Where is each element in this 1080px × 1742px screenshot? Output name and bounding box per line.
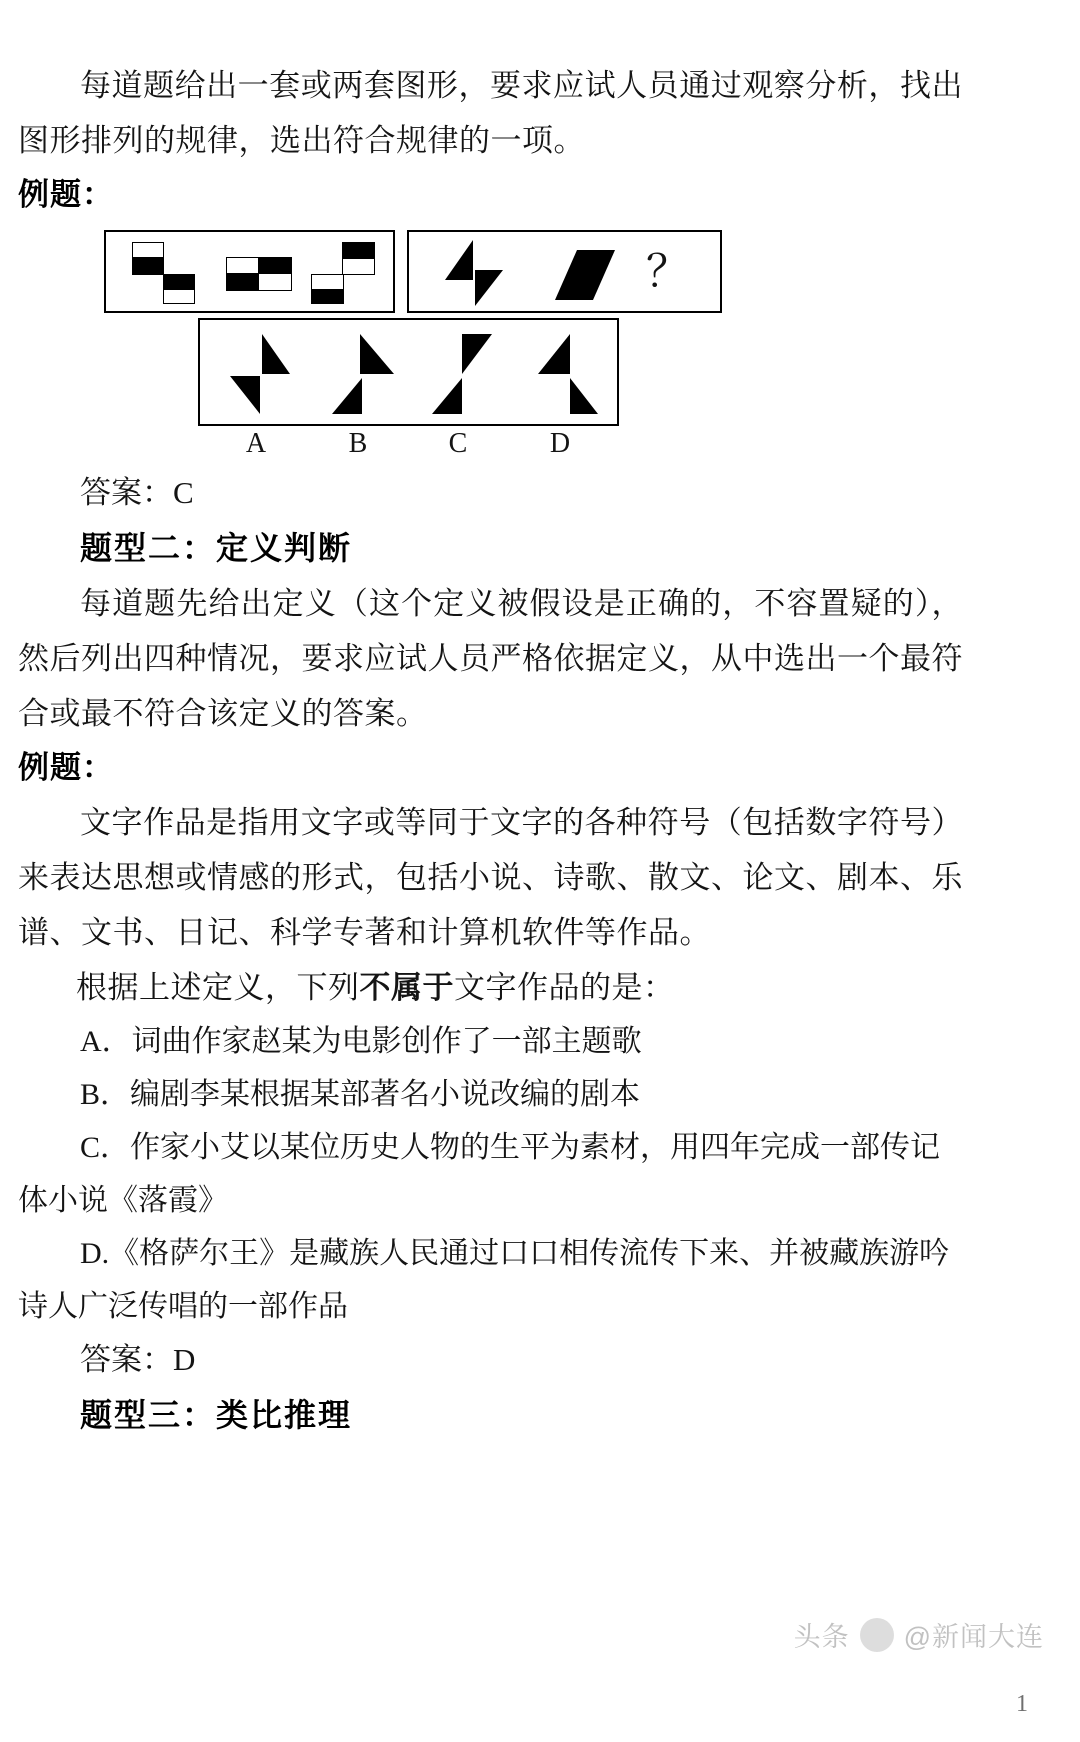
section-two-example-label: 例题： [18,750,114,785]
question-stem-suffix: 文字作品的是： [454,970,675,1005]
figure-puzzle-graphic [18,230,963,462]
figure-option-label-d: D [549,428,571,459]
stem-figure-1 [132,242,196,304]
option-figure-a[interactable] [224,330,296,416]
option-figure-b[interactable] [328,330,400,416]
figure-question-mark: ？ [646,247,690,296]
section-one-example-label: 例题： [18,177,114,212]
section-two-intro-paragraph: 每道题先给出定义（这个定义被假设是正确的，不容置疑的），然后列出四种情况，要求应试人员严格依据定义，从中选出一个最符合或最不符合该定义的答案。 [18,586,963,731]
section-two-option-a[interactable]: A．词曲作家赵某为电影创作了一部主题歌 [80,1025,642,1058]
section-one-answer: 答案：C [80,475,194,510]
stem-figure-2 [226,257,292,291]
question-stem-bold: 不属于 [359,970,454,1005]
figure-stem-group-2 [407,230,722,313]
watermark-platform: 头条 [793,1622,850,1652]
section-two-option-d[interactable]: D.《格萨尔王》是藏族人民通过口口相传流传下来、并被藏族游吟诗人广泛传唱的一部作品 [18,1237,950,1323]
section-two-question-stem [18,960,963,1015]
lightning-shape-icon [439,240,511,306]
option-figure-c[interactable] [428,330,500,416]
section-one-intro-paragraph: 每道题给出一套或两套图形，要求应试人员通过观察分析，找出图形排列的规律，选出符合规律的一项。 [18,68,963,158]
section-two-heading: 题型二：定义判断 [80,530,353,566]
section-two-option-b[interactable]: B．编剧李某根据某部著名小说改编的剧本 [80,1078,641,1111]
figure-option-group [198,318,619,426]
section-two-answer: 答案：D [80,1342,196,1377]
question-stem-prefix: 根据上述定义，下列 [76,970,360,1005]
section-two-option-c[interactable]: C．作家小艾以某位历史人物的生平为素材，用四年完成一部传记体小说《落霞》 [18,1131,941,1217]
watermark [794,1615,1044,1654]
figure-option-label-c: C [448,428,468,459]
parallelogram-shape-icon [553,250,619,300]
option-c-shape-icon [428,330,500,416]
stem-figure-4-lightning [439,240,511,306]
page-number: 1 [1016,1691,1028,1717]
stem-figure-3 [311,242,375,304]
option-b-shape-icon [328,330,400,416]
page-content [18,58,963,1443]
option-d-shape-icon [530,330,602,416]
watermark-account: @新闻大连 [903,1622,1044,1652]
watermark-avatar-icon [860,1618,894,1652]
stem-figure-5-parallelogram [553,250,619,300]
section-three-heading: 题型三：类比推理 [80,1397,353,1433]
option-a-shape-icon [224,330,296,416]
option-figure-d[interactable] [530,330,602,416]
section-two-definition-paragraph: 文字作品是指用文字或等同于文字的各种符号（包括数字符号）来表达思想或情感的形式，包括小说、诗歌、散文、论文、剧本、乐谱、文书、日记、科学专著和计算机软件等作品。 [18,805,963,950]
figure-option-label-a: A [245,428,267,459]
figure-stem-group-1 [104,230,395,313]
figure-option-labels [198,428,619,464]
figure-option-label-b: B [348,428,368,459]
